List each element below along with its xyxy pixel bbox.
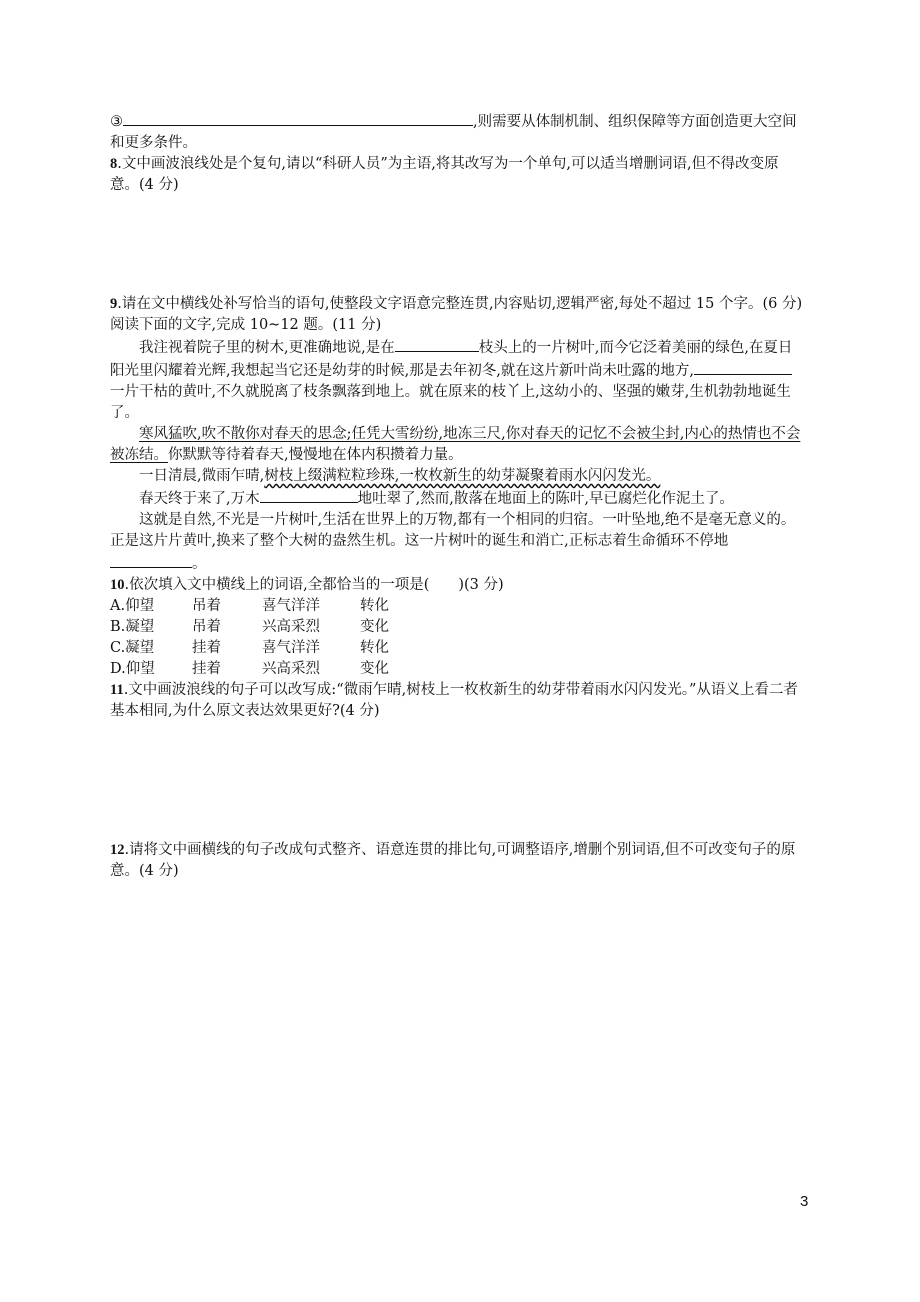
question-9: 9.请在文中横线处补写恰当的语句,使整段文字语意完整连贯,内容贴切,逻辑严密,每处不超过 15 个字。(6 分) [110,296,803,312]
question-10: 10.依次填入文中横线上的词语,全都恰当的一项是( )(3 分) [110,577,504,593]
question-number: 8 [110,156,118,172]
passage-paragraph-1: 我注视着院子里的树木,更准确地说,是在 枝头上的一片树叶,而今它泛着美丽的绿色,在夏日阳光里闪耀着光辉,我想起当它还是幼芽的时候,那是去年初冬,就在这片新叶尚未吐露的地方,一片干枯的黄叶,不久就脱离了枝条飘落到地上。就在原来的枝丫上,这幼小的、坚强的嫩芽,生机勃勃地诞生了。 [110,336,806,424]
question-12: 12.请将文中画横线的句子改成句式整齐、语意连贯的排比句,可调整语序,增删个别词语,但不可改变句子的原意。(4 分) [110,842,796,879]
fill-blank-3[interactable] [260,487,358,503]
fill-blank-2[interactable] [694,359,792,375]
answer-space[interactable] [110,722,806,840]
question-11: 11.文中画波浪线的句子可以改写成:“微雨乍晴,树枝上一枚枚新生的幼芽带着雨水闪闪发光。”从语义上看二者基本相同,为什么原文表达效果更好?(4 分) [110,682,798,719]
fill-blank-4[interactable] [110,552,192,568]
page-number: 3 [800,1193,809,1210]
reading-intro: 阅读下面的文字,完成 10~12 题。(11 分) [110,317,382,333]
answer-blank[interactable] [123,110,473,126]
q10-options [110,596,806,680]
fill-blank-1[interactable] [395,336,479,352]
passage-paragraph-3: 一日清晨,微雨乍晴,树枝上缀满粒粒珍珠,一枚枚新生的幼芽凝聚着雨水闪闪发光。 [139,468,661,484]
passage-paragraph-5: 这就是自然,不光是一片树叶,生活在世界上的万物,都有一个相同的归宿。一叶坠地,绝不是毫无意义的。正是这片片黄叶,换来了整个大树的盎然生机。这一片树叶的诞生和消亡,正标志着生命循环不停地。 [110,512,796,572]
wavy-underlined-sentence: 树枝上缀满粒粒珍珠,一枚枚新生的幼芽凝聚着雨水闪闪发光。 [264,468,661,484]
option-d[interactable]: D.仰望 挂着 兴高采烈 变化 [110,661,389,677]
circled-marker-3: ③ [110,114,123,130]
question-number: 12 [110,842,125,858]
passage-paragraph-4: 春天终于来了,万木 地吐翠了,然而,散落在地面上的陈叶,早已腐烂化作泥土了。 [110,487,806,510]
question-8: 8.文中画波浪线处是个复句,请以“科研人员”为主语,将其改写为一个单句,可以适当增删词语,但不得改变原意。(4 分) [110,156,779,193]
option-c[interactable]: C.凝望 挂着 喜气洋洋 转化 [110,640,389,656]
passage-paragraph-2: 寒风猛吹,吹不散你对春天的思念;任凭大雪纷纷,地冻三尺,你对春天的记忆不会被尘封,内心的热情也不会被冻结。你默默等待着春天,慢慢地在体内积攒着力量。 [110,426,801,463]
exam-page [110,110,806,882]
question-number: 9 [110,296,118,312]
answer-space[interactable] [110,196,806,294]
question-number: 11 [110,682,124,698]
option-b[interactable]: B.凝望 吊着 兴高采烈 变化 [110,619,389,635]
q7-line-3: ③ ,则需要从体制机制、组织保障等方面创造更大空间和更多条件。 [110,110,806,154]
option-a[interactable]: A.仰望 吊着 喜气洋洋 转化 [110,598,389,614]
question-number: 10 [110,577,125,593]
underlined-sentence: 寒风猛吹,吹不散你对春天的思念;任凭大雪纷纷,地冻三尺,你对春天的记忆不会被尘封,内心的热情也不会被冻结。 [110,426,801,463]
